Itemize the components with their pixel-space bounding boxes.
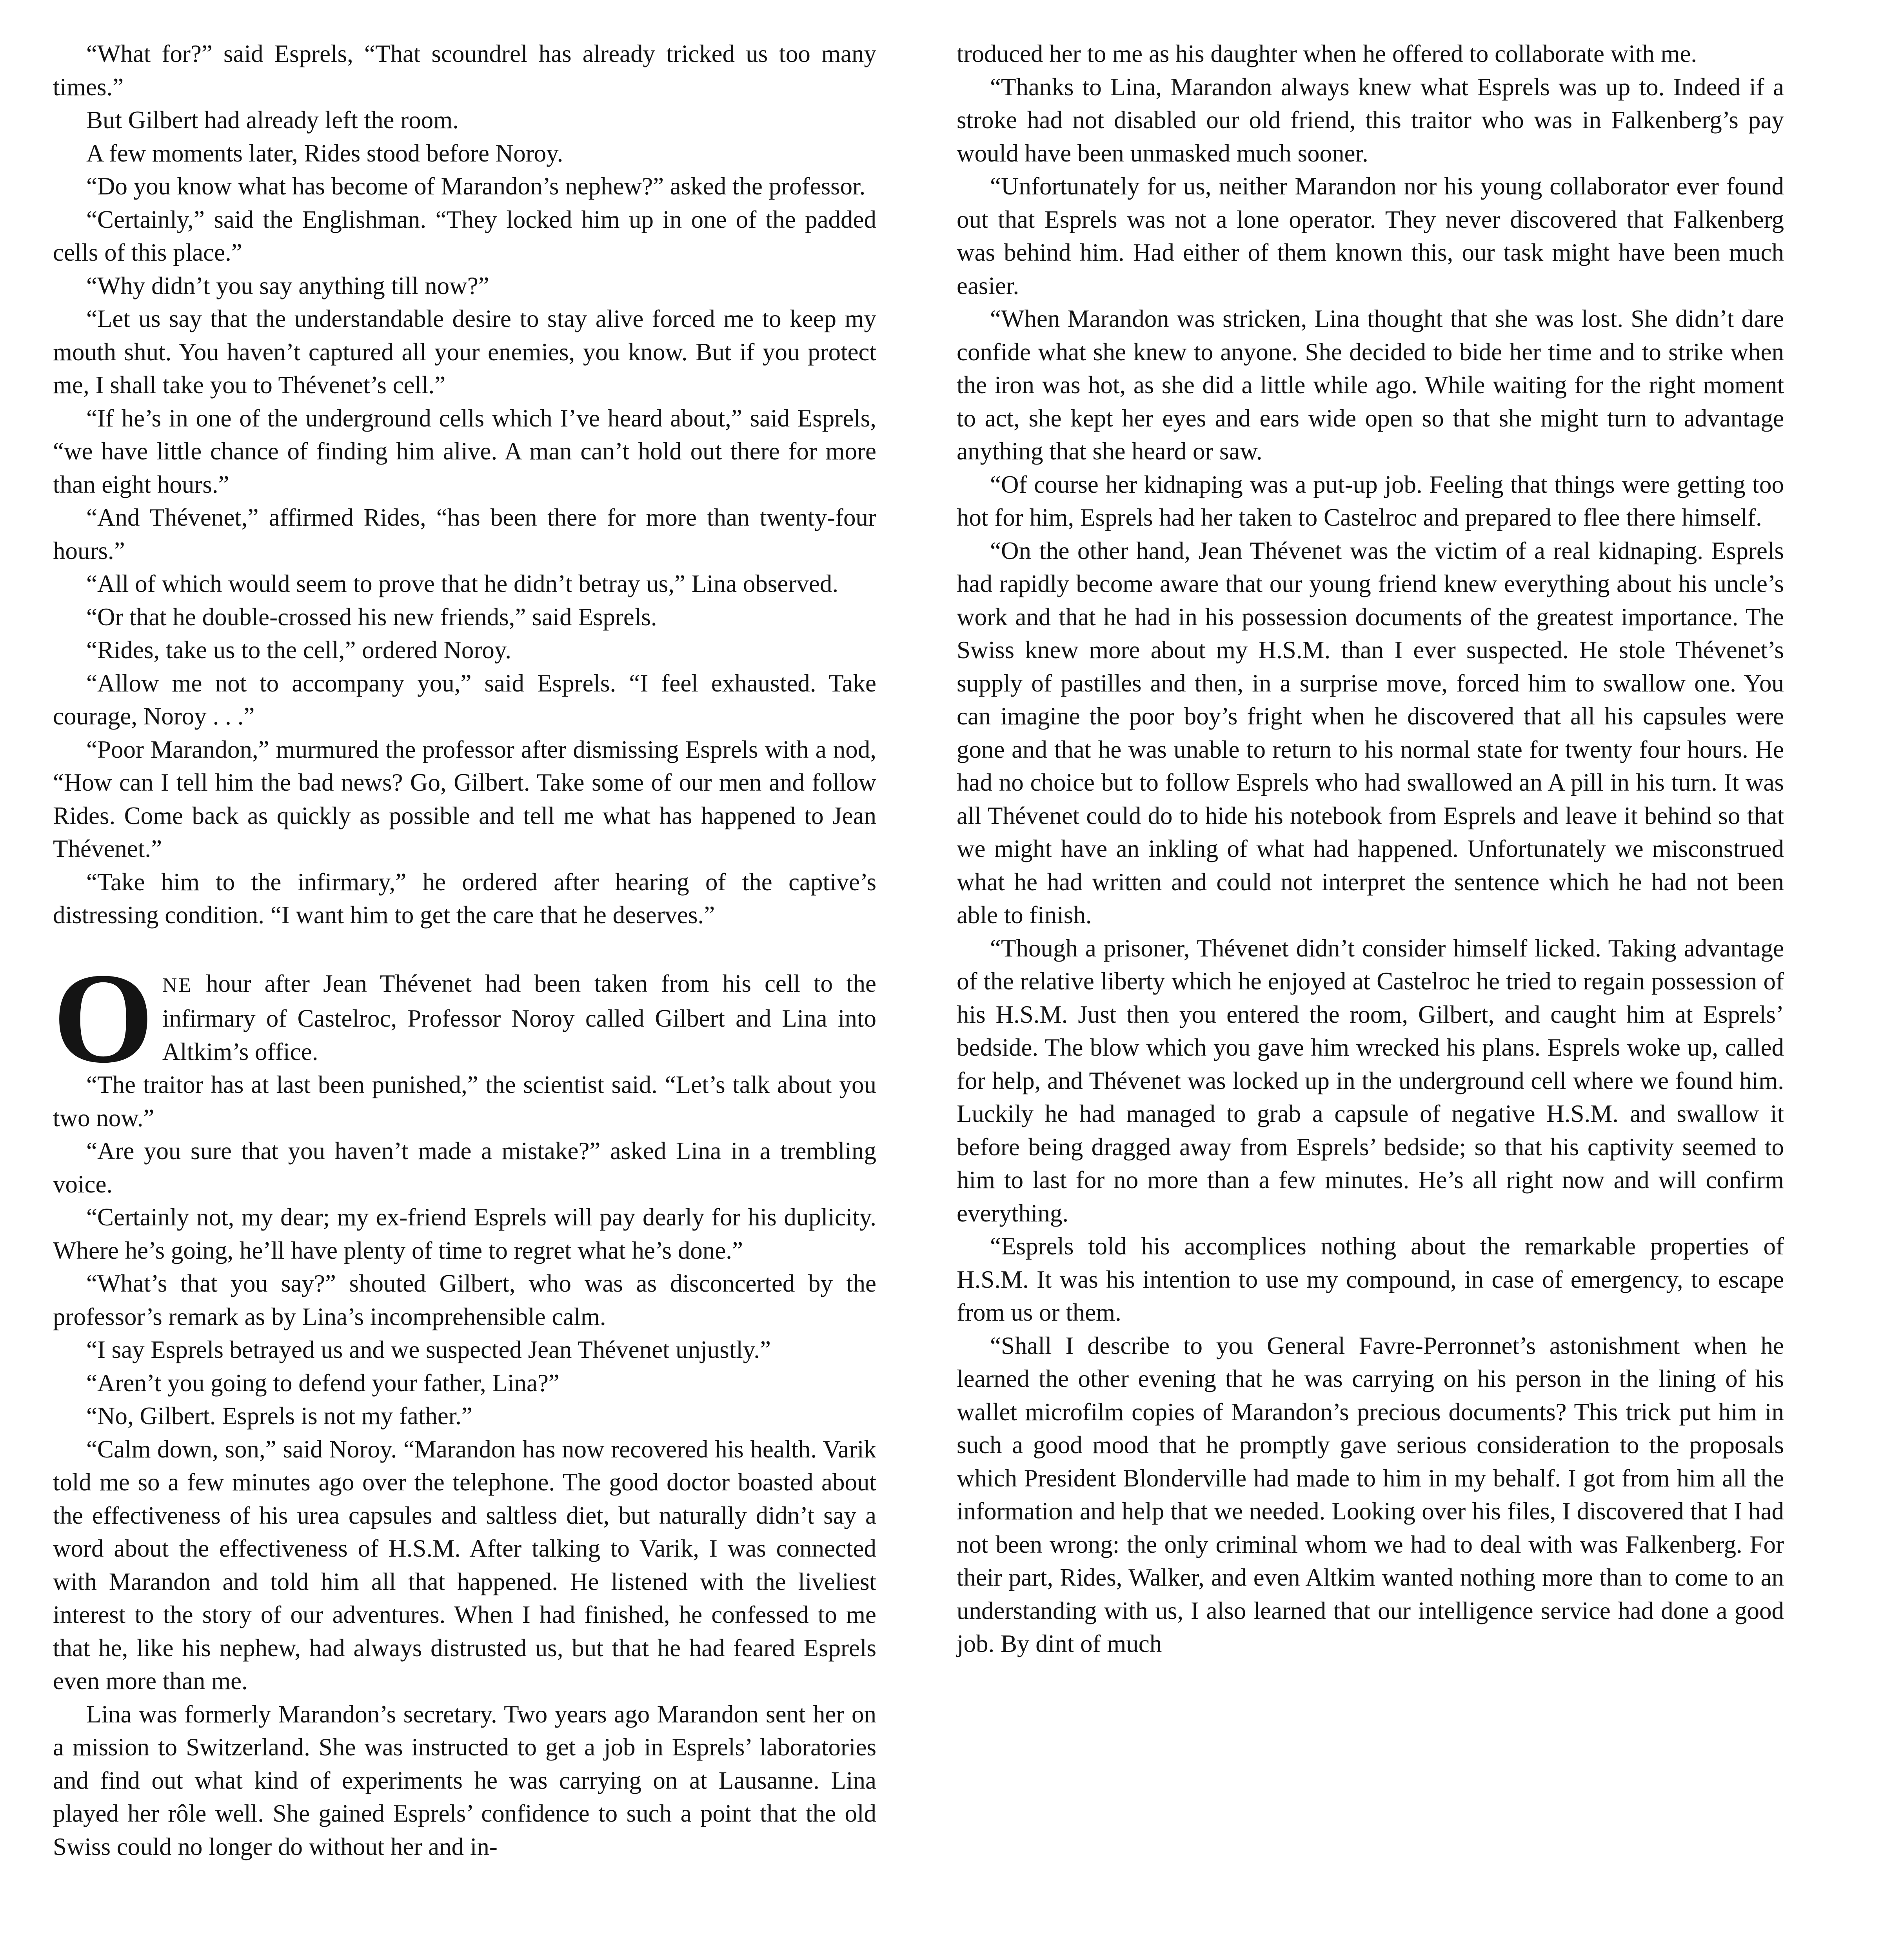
left-text-column [53,37,876,1863]
paragraph: “Or that he double-crossed his new friends,” said Esprels. [86,603,657,631]
drop-cap: O [53,946,154,1090]
paragraph: “Do you know what has become of Marandon’s nephew?” asked the professor. [86,172,866,200]
paragraph: “I say Esprels betrayed us and we suspected Jean Thévenet unjustly.” [86,1336,771,1363]
paragraph: “Unfortunately for us, neither Marandon nor his young collaborator ever found out that Esprels was not a lone operator. They never discovered that Falkenberg was behind him. Had either of them known this, our task might have been much easier. [957,172,1784,299]
paragraph: “Why didn’t you say anything till now?” [86,272,489,299]
paragraph: “Calm down, son,” said Noroy. “Marandon has now recovered his health. Varik told me so a few minutes ago over the telephone. The good doctor boasted about the effectiveness of his urea capsules and saltless diet, but naturally didn’t say a word about the effectiveness of H.S.M. After talking to Varik, I was connected with Marandon and told him all that happened. He listened with the liveliest interest to the story of our adventures. When I had finished, he confessed to me that he, like his nephew, had always distrusted us, but that he had feared Esprels even more than me. [53,1435,876,1695]
continued-paragraph: troduced her to me as his daughter when he offered to collaborate with me. [957,40,1697,67]
paragraph: “The traitor has at last been punished,” the scientist said. “Let’s talk about you two now.” [53,1071,876,1132]
opening-text: hour after Jean Thévenet had been taken from his cell to the infirmary of Castelroc, Professor Noroy called Gilbert and Lina into Altkim’s office. [162,969,876,1065]
paragraph: “Esprels told his accomplices nothing about the remarkable properties of H.S.M. It was his intention to use my compound, in case of emergency, to escape from us or them. [957,1232,1784,1326]
paragraph: “And Thévenet,” affirmed Rides, “has been there for more than twenty-four hours.” [53,504,876,564]
paragraph: “What’s that you say?” shouted Gilbert, who was as disconcerted by the professor’s remark as by Lina’s incomprehensible calm. [53,1270,876,1330]
paragraph: “When Marandon was stricken, Lina thought that she was lost. She didn’t dare confide what she knew to anyone. She decided to bide her time and to strike when the iron was hot, as she did a little while ago. While waiting for the right moment to act, she kept her eyes and ears wide open so that she might turn to advantage anything that she heard or saw. [957,305,1784,465]
paragraph: “On the other hand, Jean Thévenet was the victim of a real kidnaping. Esprels had rapidly become aware that our young friend knew everything about his uncle’s work and that he had in his possession documents of the greatest importance. The Swiss knew more about my H.S.M. than I ever suspected. He stole Thévenet’s supply of pastilles and then, in a surprise move, forced him to swallow one. You can imagine the poor boy’s fright when he discovered that all his capsules were gone and that he was unable to return to his normal state for twenty four hours. He had no choice but to follow Esprels who had swallowed an A pill in his turn. It was all Thévenet could do to hide his notebook from Esprels and leave it behind so that we might have an inkling of what had happened. Unfortunately we misconstrued what he had written and could not interpret the sentence which he had not been able to finish. [957,537,1784,929]
section-opening-paragraph [53,946,876,1090]
paragraph: But Gilbert had already left the room. [86,106,459,134]
paragraph: “Are you sure that you haven’t made a mistake?” asked Lina in a trembling voice. [53,1137,876,1198]
paragraph: “Allow me not to accompany you,” said Esprels. “I feel exhausted. Take courage, Noroy . . .” [53,669,876,730]
paragraph: “Poor Marandon,” murmured the professor after dismissing Esprels with a nod, “How can I tell him the bad news? Go, Gilbert. Take some of our men and follow Rides. Come back as quickly as possible and tell me what has happened to Jean Thévenet.” [53,735,876,862]
paragraph: “Rides, take us to the cell,” ordered Noroy. [86,636,512,664]
paragraph: “Thanks to Lina, Marandon always knew what Esprels was up to. Indeed if a stroke had not disabled our old friend, this traitor who was in Falkenberg’s pay would have been unmasked much sooner. [957,73,1784,167]
paragraph: “Certainly not, my dear; my ex-friend Esprels will pay dearly for his duplicity. Where he’s going, he’ll have plenty of time to regret what he’s done.” [53,1203,876,1264]
paragraph: “All of which would seem to prove that he didn’t betray us,” Lina observed. [86,570,839,597]
paragraph: “What for?” said Esprels, “That scoundrel has already tricked us too many times.” [53,40,876,101]
paragraph: “No, Gilbert. Esprels is not my father.” [86,1402,473,1430]
paragraph: “Certainly,” said the Englishman. “They locked him up in one of the padded cells of this place.” [53,205,876,266]
small-caps-lead: NE [162,974,193,996]
paragraph: “Let us say that the understandable desire to stay alive forced me to keep my mouth shut. You haven’t captured all your enemies, you know. But if you protect me, I shall take you to Thévenet’s cell.” [53,305,876,399]
paragraph: “If he’s in one of the underground cells which I’ve heard about,” said Esprels, “we have little chance of finding him alive. A man can’t hold out there for more than eight hours.” [53,404,876,498]
paragraph: Lina was formerly Marandon’s secretary. Two years ago Marandon sent her on a mission to Switzerland. She was instructed to get a job in Esprels’ laboratories and find out what kind of experiments he was carrying on at Lausanne. Lina played her rôle well. She gained Esprels’ confidence to such a point that the old Swiss could no longer do without her and in- [53,1700,876,1860]
paragraph: “Of course her kidnaping was a put-up job. Feeling that things were getting too hot for him, Esprels had her taken to Castelroc and prepared to flee there himself. [957,470,1784,531]
paragraph: “Take him to the infirmary,” he ordered after hearing of the captive’s distressing condition. “I want him to get the care that he deserves.” [53,868,876,929]
right-text-column [957,37,1784,1661]
paragraph: A few moments later, Rides stood before Noroy. [86,139,563,167]
paragraph: “Though a prisoner, Thévenet didn’t consider himself licked. Taking advantage of the relative liberty which he enjoyed at Castelroc he tried to regain possession of his H.S.M. Just then you entered the room, Gilbert, and caught him at Esprels’ bedside. The blow which you gave him wrecked his plans. Esprels woke up, called for help, and Thévenet was locked up in the underground cell where we found him. Luckily he had managed to grab a capsule of negative H.S.M. and swallow it before being dragged away from Esprels’ bedside; so that his captivity seemed to him to last for no more than a few minutes. He’s all right now and will confirm everything. [957,934,1784,1227]
paragraph: “Shall I describe to you General Favre-Perronnet’s astonishment when he learned the other evening that he was carrying on his person in the lining of his wallet microfilm copies of Marandon’s precious documents? This trick put him in such a good mood that he promptly gave serious consideration to the proposals which President Blonderville had made to him in my behalf. I got from him all the information and help that we needed. Looking over his files, I discovered that I had not been wrong: the only criminal whom we had to deal with was Falkenberg. For their part, Rides, Walker, and even Altkim wanted nothing more than to come to an understanding with us, I also learned that our intelligence service had done a good job. By dint of much [957,1332,1784,1657]
paragraph: “Aren’t you going to defend your father, Lina?” [86,1369,560,1397]
